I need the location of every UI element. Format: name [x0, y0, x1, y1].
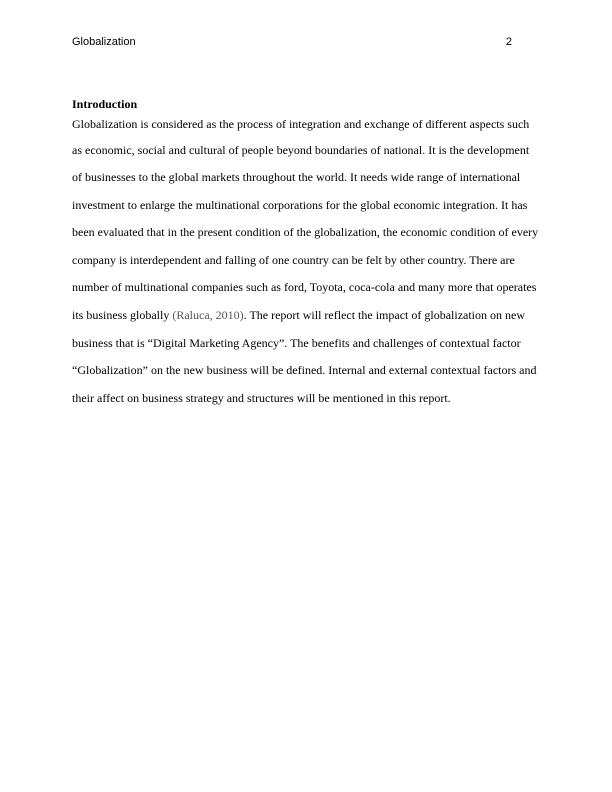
paragraph-line-with-citation [72, 302, 542, 330]
running-head: Globalization [72, 36, 136, 48]
page-header [72, 36, 512, 50]
document-body [72, 95, 542, 412]
paragraph-line: their affect on business strategy and structures will be mentioned in this report. [72, 390, 451, 405]
paragraph-line: investment to enlarge the multinational corporations for the global economic integration. It has [72, 197, 528, 212]
paragraph-line: been evaluated that in the present condition of the globalization, the economic condition of every [72, 225, 539, 240]
paragraph-line: business that is “Digital Marketing Agency”. The benefits and challenges of contextual factor [72, 335, 521, 350]
line-text: . The report will reflect the impact of globalization on new [243, 308, 526, 323]
paragraph-line: company is interdependent and falling of one country can be felt by other country. There are [72, 252, 515, 267]
citation: (Raluca, 2010) [172, 308, 244, 323]
paragraph-line: number of multinational companies such as ford, Toyota, coca-cola and many more that operates [72, 280, 537, 295]
paragraph-line: of businesses to the global markets throughout the world. It needs wide range of international [72, 170, 521, 185]
paragraph-line: Globalization is considered as the process of integration and exchange of different aspects such [72, 117, 530, 131]
page-number: 2 [505, 36, 512, 48]
line-text: its business globally [72, 308, 173, 323]
paragraph-line: as economic, social and cultural of people beyond boundaries of national. It is the development [72, 142, 530, 157]
section-heading: Introduction [72, 97, 138, 111]
paragraph-line: “Globalization” on the new business will be defined. Internal and external contextual factors and [72, 363, 537, 378]
introduction-paragraph [72, 113, 542, 412]
